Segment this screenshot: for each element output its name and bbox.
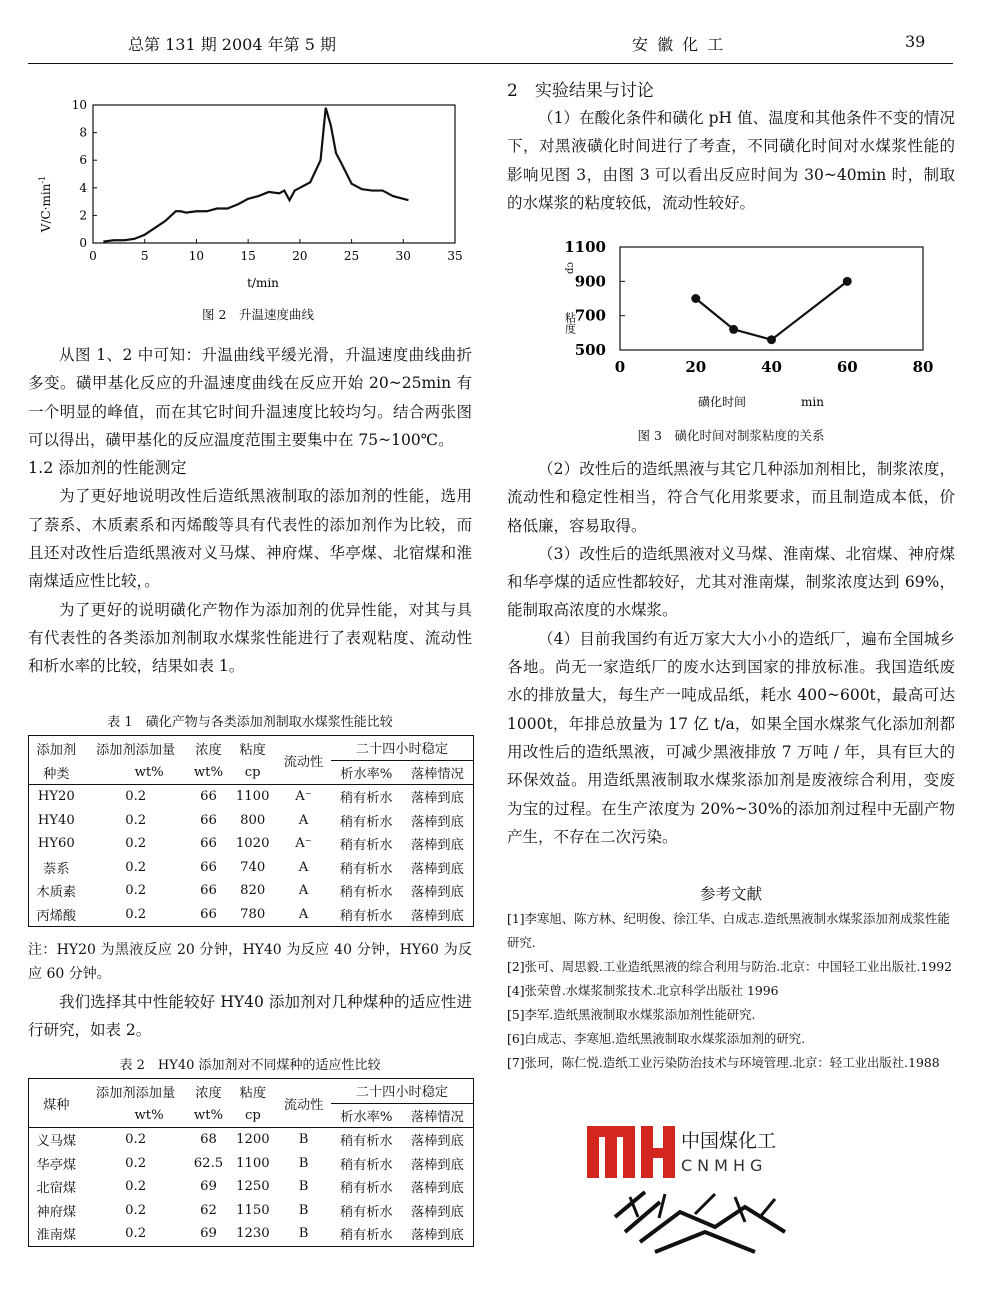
fig2-x-tick-label: 30 — [395, 249, 411, 263]
table-row — [29, 1222, 474, 1246]
table-cell: B — [298, 1202, 309, 1218]
table-cell: 0.2 — [125, 1202, 147, 1218]
table-cell: 1230 — [236, 1226, 270, 1242]
table-row — [29, 879, 474, 903]
fig3-x-tick-label: 40 — [761, 358, 782, 376]
fig3-series-line — [696, 281, 848, 339]
fig2-x-tick-label: 20 — [292, 249, 308, 263]
references-list — [507, 907, 955, 1075]
fig3-y-tick-label: 1100 — [564, 238, 606, 256]
fig2-y-tick-label: 2 — [79, 208, 87, 223]
table-cell: 萘系 — [43, 861, 70, 877]
table1 — [28, 735, 474, 927]
table-cell: 木质素 — [36, 885, 77, 901]
table-cell: 稍有析水 — [339, 814, 393, 830]
fig3-data-point — [767, 335, 776, 344]
table-cell: 0.2 — [125, 1226, 147, 1242]
table-cell: HY20 — [37, 789, 75, 805]
page-number: 39 — [905, 32, 926, 51]
table-cell: 1150 — [236, 1202, 270, 1218]
journal-title: 安 徽 化 工 — [632, 35, 726, 54]
fig3-data-point — [729, 325, 738, 334]
table1-header: wt% — [134, 764, 164, 780]
table1-header: 二十四小时稳定 — [331, 736, 474, 761]
reference-item: [2]张可、周思毅.工业造纸黑液的综合利用与防治.北京：中国轻工业出版社.1992 — [507, 959, 953, 974]
table-cell: B — [298, 1179, 309, 1195]
table-cell: 1200 — [236, 1132, 270, 1148]
table-cell: 69 — [200, 1226, 217, 1242]
fig2-y-tick-label: 0 — [79, 236, 87, 250]
table-cell: 1020 — [235, 836, 270, 852]
right-paragraph-2: （2）改性后的造纸黑液与其它几种添加剂相比，制浆浓度，流动性和稳定性相当，符合气化用浆要求，而且制造成本低，价格低廉，容易取得。 — [507, 460, 955, 535]
table-cell: 0.2 — [125, 906, 147, 922]
table-row — [29, 856, 474, 880]
table-row — [29, 1152, 474, 1176]
table-cell: 800 — [240, 812, 266, 828]
table-cell: 69 — [200, 1179, 217, 1195]
fig3-data-point — [691, 294, 700, 303]
fig2-y-tick-label: 4 — [79, 180, 87, 195]
table2-header: 流动性 — [283, 1097, 324, 1113]
table-cell: 66 — [200, 883, 217, 899]
logo-cn-text: 中国煤化工 — [681, 1130, 777, 1152]
fig2-y-tick-label: 10 — [71, 98, 87, 112]
table-cell: A — [298, 812, 309, 828]
fig3-y-tick-label: 900 — [574, 272, 606, 291]
table-cell: HY40 — [37, 812, 75, 828]
table-cell: 落棒到底 — [411, 1204, 464, 1220]
right-column-top — [507, 104, 955, 217]
table2-header: wt% — [193, 1107, 224, 1123]
reference-item: [7]张珂，陈仁悦.造纸工业污染防治技术与环境管理.北京：轻工业出版社.1988 — [507, 1055, 940, 1070]
table-cell: 0.2 — [125, 859, 147, 875]
table-cell: A⁻ — [295, 789, 312, 805]
table1-header: 流动性 — [283, 754, 324, 770]
fig3-x-tick-label: 60 — [836, 358, 858, 376]
table-cell: 落棒到底 — [411, 861, 464, 877]
fig3-caption: 图 3 磺化时间对制浆粘度的关系 — [637, 428, 825, 443]
table-cell: 落棒到底 — [411, 908, 464, 924]
fig3-y-tick-label: 700 — [574, 306, 606, 325]
table-cell: B — [298, 1226, 309, 1242]
table-cell: 神府煤 — [36, 1204, 77, 1220]
table2-title: 表 2 HY40 添加剂对不同煤种的适应性比较 — [119, 1058, 381, 1073]
table-cell: 62.5 — [193, 1155, 224, 1171]
table-cell: 0.2 — [125, 812, 147, 828]
table-cell: 68 — [200, 1132, 217, 1148]
left-paragraph-3: 为了更好的说明磺化产物作为添加剂的优异性能，对其与具有代表性的各类添加剂制取水煤浆性能进行了表观粘度、流动性和析水率的比较，结果如表 1。 — [28, 600, 472, 676]
right-paragraph-1: （1）在酸化条件和磺化 pH 值、温度和其他条件不变的情况下，对黑液磺化时间进行了考查，不同磺化时间对水煤浆性能的影响见图 3，由图 3 可以看出反应时间为 30~40min 时，制取的水煤浆的粘度较低，流动性较好。 — [507, 109, 955, 212]
right-column-bottom — [507, 455, 955, 851]
reference-item: [6]白成志、李寒旭.造纸黑液制取水煤浆添加剂的研究. — [507, 1031, 806, 1046]
table1-title: 表 1 磺化产物与各类添加剂制取水煤浆性能比较 — [107, 715, 393, 730]
table-cell: 820 — [240, 883, 266, 899]
table-cell: 740 — [240, 859, 266, 875]
table2-header: 粘度 — [239, 1085, 267, 1101]
table-row — [29, 1175, 474, 1199]
fig2-x-tick-label: 15 — [240, 249, 256, 263]
table2-header: 煤种 — [43, 1097, 70, 1113]
fig3-y-tick-label: 500 — [574, 341, 606, 359]
table-cell: A — [298, 883, 309, 899]
table-cell: 淮南煤 — [36, 1228, 77, 1244]
table-row — [29, 809, 474, 833]
table-row — [29, 832, 474, 856]
right-paragraph-4: （4）目前我国约有近万家大大小小的造纸厂，遍布全国城乡各地。尚无一家造纸厂的废水达到国家的排放标准。我国造纸废水的排放量大，每生产一吨成品纸，耗水 400~600t，最高可达 1000t，年排总放量为 17 亿 t/a，如果全国水煤浆气化添加剂都用改性后的造纸黑液，可减少黑液排放 7 万吨 / 年，具有巨大的环保效益。用造纸黑液制取水煤浆添加剂是废液综合利用，变废为宝的过程。在生产浓度为 20%~30%的添加剂过程中无副产物产生，不存在二次污染。 — [507, 629, 955, 846]
table2 — [28, 1078, 474, 1247]
table-row — [29, 1128, 474, 1152]
fig2-x-tick-label: 0 — [89, 249, 97, 263]
table-cell: B — [298, 1155, 309, 1171]
table-cell: 丙烯酸 — [36, 908, 77, 924]
fig3-xunit: min — [801, 395, 824, 409]
table1-header: 添加剂添加量 — [96, 742, 176, 758]
left-paragraph-1: 从图 1、2 中可知：升温曲线平缓光滑，升温速度曲线曲折多变。磺甲基化反应的升温速度曲线在反应开始 20~25min 有一个明显的峰值，而在其它时间升温速度比较均匀。结合两张图可以得出，磺甲基化的反应温度范围主要集中在 75~100℃。 — [28, 346, 472, 449]
table-cell: 66 — [200, 859, 217, 875]
table1-header: 落棒情况 — [411, 766, 464, 782]
table2-header: wt% — [134, 1107, 164, 1123]
table-cell: 华亭煤 — [36, 1157, 77, 1173]
table1-header: 浓度 — [195, 742, 222, 758]
table-cell: 稍有析水 — [339, 1134, 393, 1150]
table2-header: cp — [244, 1107, 261, 1123]
fig3-data-point — [843, 277, 852, 286]
table-cell: B — [298, 1132, 309, 1148]
fig3-ylabel: 粘度 — [563, 312, 577, 334]
table-cell: A⁻ — [295, 836, 312, 852]
left-paragraph-4: 我们选择其中性能较好 HY40 添加剂对几种煤种的适应性进行研究，如表 2。 — [28, 993, 472, 1040]
table-cell: 0.2 — [125, 836, 147, 852]
table-cell: 落棒到底 — [411, 1228, 464, 1244]
fig2-x-tick-label: 25 — [343, 249, 360, 263]
section-2-heading: 2 实验结果与讨论 — [507, 81, 654, 101]
fig2-y-tick-label: 6 — [79, 153, 87, 168]
fig2-x-tick-label: 5 — [140, 249, 149, 263]
table-cell: 稍有析水 — [339, 1157, 393, 1173]
table-row — [29, 785, 474, 809]
table-cell: 1100 — [236, 1155, 270, 1171]
table-cell: 落棒到底 — [411, 1181, 464, 1197]
fig2-y-tick-label: 8 — [79, 125, 87, 140]
table-cell: 稍有析水 — [339, 1204, 393, 1220]
section-1-2-heading: 1.2 添加剂的性能测定 — [28, 458, 187, 478]
left-paragraph-2: 为了更好地说明改性后造纸黑液制取的添加剂的性能，选用了萘系、木质素系和丙烯酸等具有代表性的添加剂作为比较，而且还对改性后造纸黑液对义马煤、神府煤、华亭煤、北宿煤和淮南煤适应性比较，。 — [28, 487, 472, 591]
table-cell: 66 — [200, 789, 217, 805]
fig3-yunit: cp — [564, 262, 576, 275]
table1-header: cp — [244, 764, 261, 780]
fig3-plot-frame — [620, 247, 923, 350]
fig3-chart — [540, 232, 960, 417]
fig2-plot-frame — [93, 105, 455, 243]
table-cell: 稍有析水 — [339, 885, 393, 901]
fig2-caption: 图 2 升温速度曲线 — [202, 307, 314, 322]
table-cell: 0.2 — [125, 789, 147, 805]
cnmhg-logo — [585, 1122, 795, 1262]
table-cell: 0.2 — [125, 1132, 147, 1148]
table-cell: 落棒到底 — [411, 791, 464, 807]
fig3-x-tick-label: 0 — [614, 358, 626, 376]
fig2-chart — [38, 92, 478, 297]
logo-en-text: CNMHG — [681, 1156, 768, 1175]
fig2-series-line — [103, 108, 408, 242]
table-cell: 落棒到底 — [411, 1134, 464, 1150]
table1-header: wt% — [193, 764, 224, 780]
table-cell: 落棒到底 — [411, 1157, 464, 1173]
table-cell: 落棒到底 — [411, 838, 464, 854]
table-cell: 稍有析水 — [339, 908, 393, 924]
references-heading: 参考文献 — [699, 885, 762, 903]
right-paragraph-3: （3）改性后的造纸黑液对义马煤、淮南煤、北宿煤、神府煤和华亭煤的适应性都较好，尤其对淮南煤，制浆浓度达到 69%，能制取高浓度的水煤浆。 — [507, 544, 955, 620]
table-cell: 稍有析水 — [339, 838, 393, 854]
fig2-ylabel: $V/C\cdot\min^{-1}$ — [38, 175, 53, 233]
table-cell: 66 — [200, 812, 217, 828]
reference-item: [4]张荣曾.水煤浆制浆技术.北京科学出版社 1996 — [507, 983, 779, 998]
table-cell: 1100 — [235, 789, 270, 805]
table2-header: 析水率% — [340, 1109, 393, 1125]
table-cell: 1250 — [236, 1179, 270, 1195]
table-cell: 62 — [200, 1202, 217, 1218]
table1-note: 注：HY20 为黑液反应 20 分钟，HY40 为反应 40 分钟，HY60 为反应 60 分钟。 — [28, 942, 472, 982]
left-column — [28, 341, 472, 681]
table2-header: 添加剂添加量 — [96, 1085, 176, 1101]
table-cell: A — [298, 906, 309, 922]
fig3-x-tick-label: 20 — [685, 358, 707, 376]
fig2-xlabel: t/min — [247, 276, 279, 290]
fig3-xlabel: 磺化时间 — [698, 395, 747, 409]
table1-header: 种类 — [43, 766, 70, 782]
table-cell: 66 — [200, 906, 217, 922]
table-row — [29, 1199, 474, 1223]
table-cell: 稍有析水 — [339, 1181, 393, 1197]
table-row — [29, 903, 474, 927]
header-rule — [28, 63, 953, 64]
table-cell: 0.2 — [125, 883, 147, 899]
table2-header: 浓度 — [195, 1085, 222, 1101]
reference-item: [1]李寒旭、陈方林、纪明俊、徐江华、白成志.造纸黑液制水煤浆添加剂成浆性能研究. — [507, 911, 950, 950]
table1-header: 析水率% — [340, 766, 393, 782]
reference-item: [5]李军.造纸黑液制取水煤浆添加剂性能研究. — [507, 1007, 756, 1022]
table-cell: HY60 — [37, 836, 75, 852]
table-cell: 义马煤 — [36, 1134, 77, 1150]
table-cell: 落棒到底 — [411, 885, 464, 901]
table-cell: 北宿煤 — [36, 1181, 77, 1197]
journal-issue: 总第 131 期 2004 年第 5 期 — [128, 35, 336, 54]
table-cell: 0.2 — [125, 1155, 147, 1171]
table1-header: 粘度 — [239, 742, 266, 758]
table-cell: 稍有析水 — [339, 861, 393, 877]
table-cell: 780 — [240, 906, 266, 922]
table-cell: A — [298, 859, 309, 875]
table2-header: 落棒情况 — [411, 1109, 464, 1125]
table-cell: 落棒到底 — [411, 814, 464, 830]
table-cell: 稍有析水 — [339, 791, 393, 807]
table-cell: 66 — [200, 836, 217, 852]
fig2-x-tick-label: 35 — [447, 249, 463, 263]
fig3-x-tick-label: 80 — [912, 358, 934, 376]
fig2-x-tick-label: 10 — [188, 249, 205, 263]
table-cell: 0.2 — [125, 1179, 147, 1195]
table-cell: 稍有析水 — [339, 1228, 393, 1244]
table2-header: 二十四小时稳定 — [331, 1079, 474, 1104]
table1-header: 添加剂 — [36, 742, 77, 758]
